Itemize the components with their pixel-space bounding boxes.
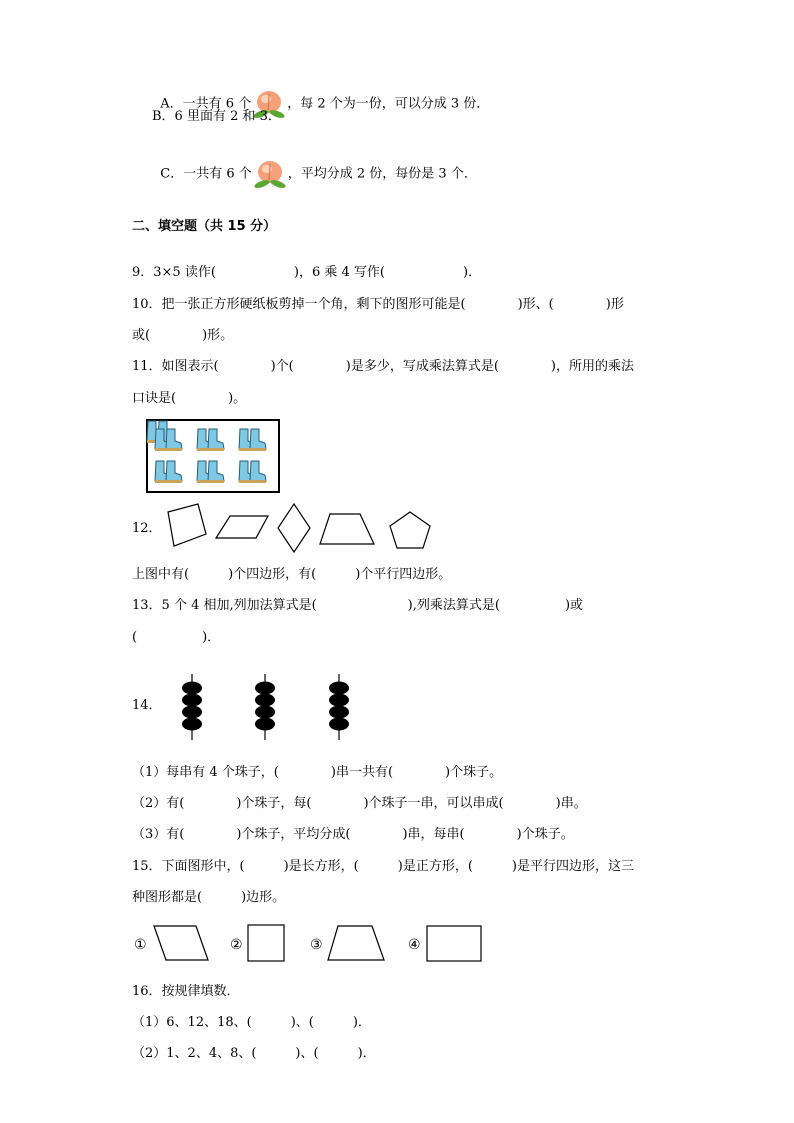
peach-icon	[252, 158, 288, 190]
question-12-number: 12．	[132, 521, 162, 536]
option-c-pre: C．一共有 6 个	[160, 166, 252, 182]
question-15-line-1: 15．下面图形中，( )是长方形，( )是正方形，( )是平行四边形，这三	[132, 859, 634, 874]
bead-string-1	[182, 674, 202, 740]
boots-figure	[146, 419, 280, 493]
question-14-part-3: （3）有( )个珠子，平均分成( )串，每串( )个珠子。	[132, 827, 574, 842]
option-c	[152, 140, 477, 190]
trapezoid-shape	[328, 926, 384, 960]
question-14-number: 14．	[132, 698, 162, 713]
question-15-line-2: 种图形都是( )边形。	[132, 890, 286, 905]
question-13-line-1: 13．5 个 4 相加,列加法算式是( ),列乘法算式是( )或	[132, 598, 584, 613]
parallelogram-shape	[154, 926, 208, 960]
question-12-text: 上图中有( )个四边形，有( )个平行四边形。	[132, 567, 452, 582]
question-9: 9．3×5 读作( )，6 乘 4 写作( )．	[132, 265, 482, 280]
option-b: B．6 里面有 2 和 3．	[152, 109, 281, 124]
question-11-line-1: 11．如图表示( )个( )是多少，写成乘法算式是( )，所用的乘法	[132, 359, 634, 374]
pentagon-shape	[390, 512, 430, 548]
question-10-line-1: 10．把一张正方形硬纸板剪掉一个角，剩下的图形可能是( )形、( )形	[132, 297, 624, 312]
label-1: ①	[134, 937, 147, 953]
shapes-figure	[160, 500, 440, 556]
question-16: 16．按规律填数．	[132, 984, 240, 999]
beads-figure	[176, 672, 366, 742]
question-16-part-2: （2）1、2、4、8、( )、( )．	[132, 1046, 376, 1061]
option-c-post: ，平均分成 2 份，每份是 3 个．	[287, 166, 477, 182]
option-a-post: ，每 2 个为一份，可以分成 3 份．	[287, 96, 490, 112]
rectangle-shape	[427, 926, 481, 961]
label-4: ④	[408, 937, 421, 953]
section-title: 二、填空题（共 15 分）	[132, 219, 277, 234]
trapezoid-shape	[320, 514, 374, 544]
q15-shapes-figure	[130, 922, 490, 966]
label-2: ②	[230, 937, 243, 953]
label-3: ③	[310, 937, 323, 953]
quadrilateral-shape	[168, 504, 206, 546]
question-11-line-2: 口诀是( )。	[132, 391, 247, 406]
option-a-pre: A．一共有 6 个	[160, 96, 252, 112]
question-13-line-2: ( )．	[132, 630, 221, 645]
question-14-part-1: （1）每串有 4 个珠子，( )串一共有( )个珠子。	[132, 765, 503, 780]
square-shape	[248, 925, 284, 961]
rhombus-shape	[278, 504, 310, 552]
question-16-part-1: （1）6、12、18、( )、( )．	[132, 1015, 371, 1030]
bead-string-3	[329, 674, 349, 740]
bead-string-2	[255, 674, 275, 740]
question-10-line-2: 或( )形。	[132, 328, 234, 343]
parallelogram-shape	[216, 516, 268, 538]
question-14-part-2: （2）有( )个珠子，每( )个珠子一串，可以串成( )串。	[132, 796, 587, 811]
